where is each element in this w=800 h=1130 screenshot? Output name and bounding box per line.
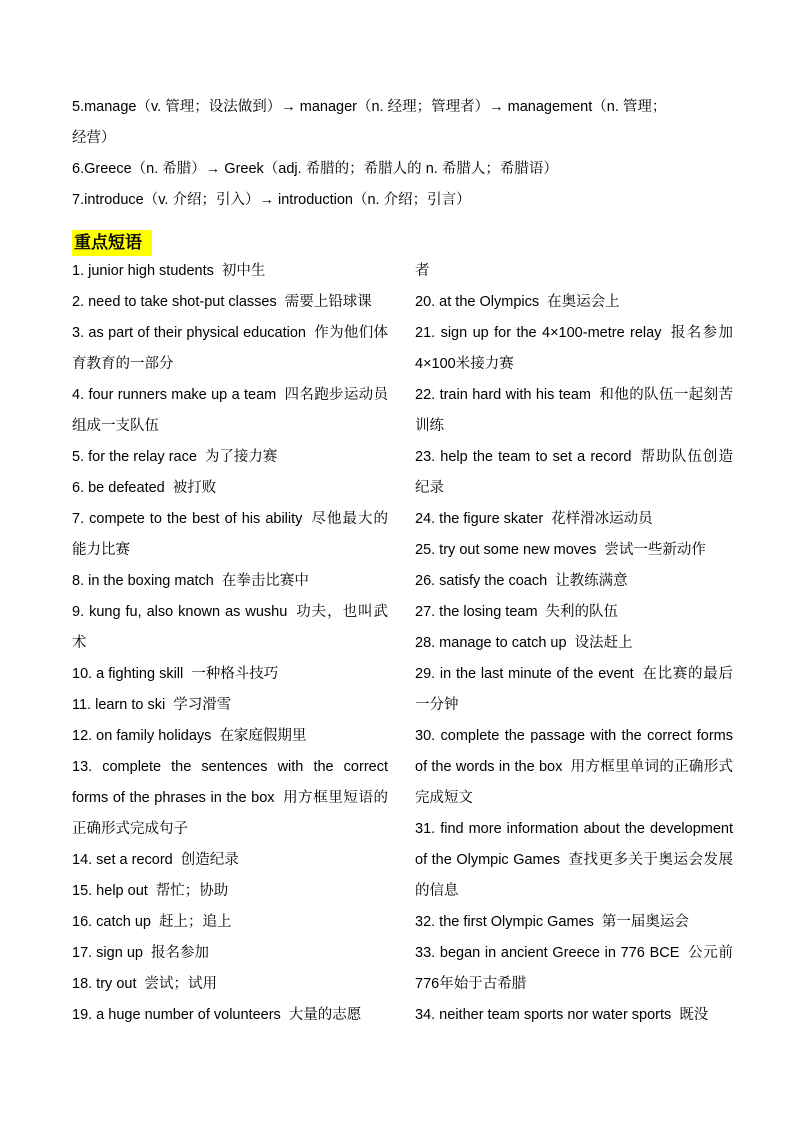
phrase-item	[72, 287, 388, 318]
phrase-english: 33. began in ancient Greece in 776 BCE	[415, 945, 680, 961]
phrase-chinese: 花样滑冰运动员	[551, 511, 653, 527]
phrase-item	[72, 566, 388, 597]
phrase-english: 25. try out some new moves	[415, 542, 597, 558]
word-form-line: 7.introduce（v. 介绍；引入）→ introduction（n. 介绍；引言）	[72, 192, 471, 208]
phrase-chinese: 学习滑雪	[173, 697, 232, 713]
phrase-english: 7. compete to the best of his ability	[72, 511, 303, 527]
phrase-item	[72, 845, 388, 876]
phrase-english: 21. sign up for the 4×100-metre relay	[415, 325, 662, 341]
phrase-item	[415, 659, 733, 721]
phrase-chinese: 报名参加	[150, 945, 209, 961]
phrase-english: 15. help out	[72, 883, 148, 899]
phrase-chinese: 尝试；试用	[144, 976, 217, 992]
word-form-line: 经营）	[72, 130, 116, 146]
phrase-english: 14. set a record	[72, 852, 173, 868]
phrase-item	[415, 287, 733, 318]
phrase-english: 18. try out	[72, 976, 137, 992]
phrase-english: 6. be defeated	[72, 480, 165, 496]
phrase-english: 23. help the team to set a record	[415, 449, 632, 465]
phrase-item	[72, 442, 388, 473]
phrase-english: 32. the first Olympic Games	[415, 914, 594, 930]
phrase-chinese: 帮忙；协助	[155, 883, 229, 899]
phrase-item	[415, 535, 733, 566]
phrase-english: 9. kung fu, also known as wushu	[72, 604, 288, 620]
phrase-item	[72, 969, 388, 1000]
phrase-chinese: 作为他们体育教育的一部分	[72, 325, 388, 372]
phrase-item	[415, 318, 733, 380]
phrase-chinese: 在比赛的最后一分钟	[415, 666, 734, 713]
phrase-english: 30. complete the passage with the correct forms of the words in the box	[415, 728, 733, 775]
phrase-english: 16. catch up	[72, 914, 151, 930]
phrase-item	[72, 876, 388, 907]
phrase-item	[72, 256, 388, 287]
phrase-chinese: 尝试一些新动作	[604, 542, 706, 558]
phrase-chinese: 帮助队伍创造纪录	[415, 449, 734, 496]
phrase-chinese: 四名跑步运动员组成一支队伍	[72, 387, 388, 434]
phrase-item	[415, 814, 733, 907]
phrase-item	[72, 380, 388, 442]
phrase-item	[415, 380, 733, 442]
phrase-chinese: 设法赶上	[574, 635, 633, 651]
phrase-item	[415, 442, 733, 504]
phrase-english: 31. find more information about the development of the Olympic Games	[415, 821, 733, 868]
phrase-item	[72, 1000, 388, 1031]
phrase-item	[72, 907, 388, 938]
phrase-item	[72, 504, 388, 566]
phrase-english: 29. in the last minute of the event	[415, 666, 634, 682]
word-form-line: 5.manage（v. 管理；设法做到）→ manager（n. 经理；管理者）→ management（n. 管理；	[72, 99, 667, 115]
phrase-chinese: 用方框里短语的正确形式完成句子	[72, 790, 389, 837]
phrase-item	[415, 566, 733, 597]
phrase-english: 11. learn to ski	[72, 697, 166, 713]
phrase-chinese: 一种格斗技巧	[191, 666, 279, 682]
phrase-item	[415, 1000, 733, 1031]
phrase-chinese: 用方框里单词的正确形式完成短文	[415, 759, 733, 806]
phrase-item	[415, 628, 733, 659]
phrase-chinese: 功夫，也叫武术	[72, 604, 388, 651]
phrase-english: 27. the losing team	[415, 604, 538, 620]
phrase-item	[415, 938, 733, 1000]
phrase-chinese: 既没	[679, 1007, 709, 1023]
phrase-chinese: 和他的队伍一起刻苦训练	[415, 387, 734, 434]
phrase-chinese: 被打败	[172, 480, 217, 496]
phrase-item	[415, 504, 733, 535]
phrase-english: 28. manage to catch up	[415, 635, 567, 651]
phrase-item	[415, 256, 733, 287]
phrase-chinese: 初中生	[221, 263, 266, 279]
phrase-english: 17. sign up	[72, 945, 143, 961]
phrase-chinese: 第一届奥运会	[601, 914, 689, 930]
phrase-item	[72, 659, 388, 690]
phrase-english: 12. on family holidays	[72, 728, 212, 744]
phrase-chinese: 公元前776年始于古希腊	[415, 945, 733, 992]
word-form-line: 6.Greece（n. 希腊）→ Greek（adj. 希腊的；希腊人的 n. 希腊人；希腊语）	[72, 161, 558, 177]
phrase-english: 4. four runners make up a team	[72, 387, 277, 403]
phrase-english: 19. a huge number of volunteers	[72, 1007, 281, 1023]
phrase-chinese: 失利的队伍	[545, 604, 619, 620]
phrase-english: 20. at the Olympics	[415, 294, 540, 310]
phrase-english: 22. train hard with his team	[415, 387, 592, 403]
phrase-chinese: 需要上铅球课	[284, 294, 372, 310]
phrase-chinese: 创造纪录	[180, 852, 239, 868]
phrase-item	[415, 907, 733, 938]
phrase-english: 10. a fighting skill	[72, 666, 184, 682]
phrase-item	[415, 597, 733, 628]
phrase-chinese: 尽他最大的能力比赛	[72, 511, 389, 558]
phrase-chinese: 者	[415, 263, 430, 279]
phrase-english: 8. in the boxing match	[72, 573, 214, 589]
phrase-english: 13. complete the sentences with the correct forms of the phrases in the box	[72, 759, 388, 806]
phrase-english: 2. need to take shot-put classes	[72, 294, 277, 310]
section-heading: 重点短语	[72, 230, 152, 256]
phrase-item	[72, 690, 388, 721]
phrase-chinese: 为了接力赛	[204, 449, 278, 465]
phrase-chinese: 查找更多关于奥运会发展的信息	[415, 852, 734, 899]
phrase-item	[72, 473, 388, 504]
phrase-chinese: 大量的志愿	[288, 1007, 362, 1023]
phrase-english: 1. junior high students	[72, 263, 214, 279]
phrase-chinese: 报名参加4×100米接力赛	[415, 325, 733, 372]
phrase-english: 24. the figure skater	[415, 511, 544, 527]
phrase-english: 3. as part of their physical education	[72, 325, 306, 341]
phrase-english: 34. neither team sports nor water sports	[415, 1007, 672, 1023]
phrase-chinese: 在拳击比赛中	[221, 573, 309, 589]
phrase-item	[72, 721, 388, 752]
phrases-right-column	[415, 256, 733, 1031]
phrase-item	[72, 318, 388, 380]
phrase-item	[72, 938, 388, 969]
phrase-chinese: 在家庭假期里	[219, 728, 307, 744]
phrase-item	[72, 752, 388, 845]
phrase-item	[415, 721, 733, 814]
phrase-chinese: 在奥运会上	[547, 294, 620, 310]
phrase-chinese: 赶上；追上	[159, 914, 232, 930]
phrase-chinese: 让教练满意	[555, 573, 628, 589]
phrase-item	[72, 597, 388, 659]
phrases-left-column	[72, 256, 388, 1031]
phrase-english: 5. for the relay race	[72, 449, 197, 465]
phrase-english: 26. satisfy the coach	[415, 573, 548, 589]
